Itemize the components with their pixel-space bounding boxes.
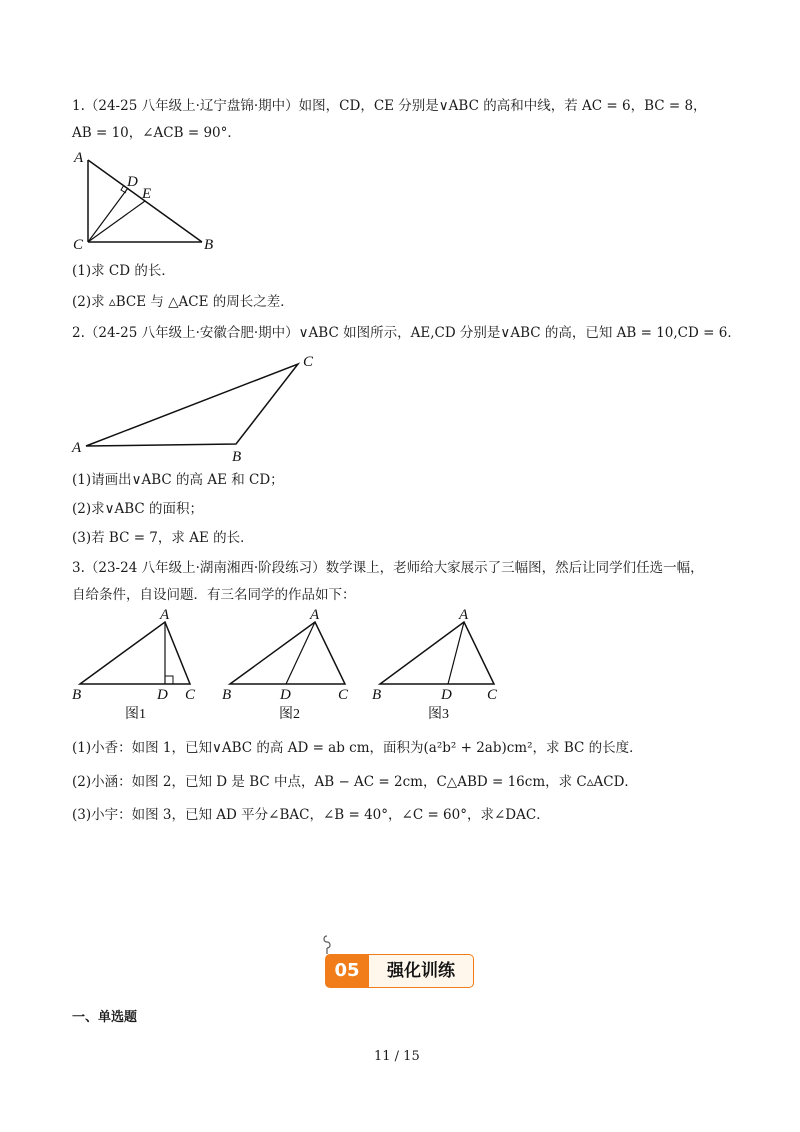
problem-2-question-3: (3)若 BC = 7，求 AE 的长．	[72, 530, 254, 546]
fig2-caption: 图2	[279, 707, 300, 722]
problem-1-line-2: AB = 10，∠ACB = 90°．	[72, 125, 241, 141]
fig1-label-b: B	[72, 687, 82, 703]
problem-3-line-2: 自给条件，自设问题．有三名同学的作品如下：	[72, 587, 356, 603]
problem-2-question-1: (1)请画出∨ABC 的高 AE 和 CD；	[72, 472, 284, 488]
label-a: A	[72, 440, 82, 456]
label-c: C	[303, 354, 314, 370]
problem-1-question-2: (2)求 ▵BCE 与 △ACE 的周长之差．	[72, 294, 294, 310]
fig2-label-d: D	[280, 687, 291, 703]
figure-3	[372, 607, 498, 722]
problem-3-question-3: (3)小宇：如图 3，已知 AD 平分∠BAC，∠B = 40°，∠C = 60°，求∠DAC．	[72, 807, 550, 823]
problem-3-question-1: (1)小香：如图 1，已知∨ABC 的高 AD = ab cm，面积为(a²b² + 2ab)cm²，求 BC 的长度．	[72, 740, 643, 756]
fig2-label-a: A	[310, 607, 320, 623]
problem-1-line-1: 1.（24-25 八年级上·辽宁盘锦·期中）如图，CD，CE 分别是∨ABC 的高和中线，若 AC = 6，BC = 8，	[72, 98, 707, 114]
problem-3-figures	[70, 604, 510, 724]
label-d: D	[127, 174, 138, 190]
fig1-label-a: A	[160, 607, 170, 623]
figure-2	[222, 607, 349, 722]
fig1-label-c: C	[185, 687, 196, 703]
label-e: E	[142, 186, 152, 202]
figure-1	[72, 607, 196, 722]
seg-cd	[88, 188, 128, 242]
problem-1-figure	[70, 148, 230, 253]
fig3-label-d: D	[441, 687, 452, 703]
problem-2-line-1: 2.（24-25 八年级上·安徽合肥·期中）∨ABC 如图所示，AE,CD 分别是∨ABC 的高，已知 AB = 10,CD = 6．	[72, 325, 741, 341]
label-b: B	[232, 449, 242, 465]
problem-2-figure	[70, 350, 330, 465]
pin-icon	[321, 934, 341, 956]
fig3-label-c: C	[487, 687, 498, 703]
problem-2-question-2: (2)求∨ABC 的面积；	[72, 501, 204, 517]
banner-number: 05	[325, 954, 369, 988]
fig3-caption: 图3	[428, 707, 449, 722]
label-b: B	[204, 237, 214, 253]
fig1-caption: 图1	[125, 707, 146, 722]
section-heading: 一、单选题	[72, 1010, 138, 1025]
fig3-label-a: A	[459, 607, 469, 623]
triangle-abc	[86, 364, 298, 446]
seg-ce	[88, 201, 145, 242]
banner-title: 强化训练	[369, 954, 474, 988]
problem-1-question-1: (1)求 CD 的长．	[72, 263, 175, 279]
problem-3-question-2: (2)小涵：如图 2，已知 D 是 BC 中点，AB − AC = 2cm，C△ABD = 16cm，求 C▵ACD．	[72, 774, 638, 790]
fig3-label-b: B	[372, 687, 382, 703]
problem-3-line-1: 3.（23-24 八年级上·湖南湘西·阶段练习）数学课上，老师给大家展示了三幅图，然后让同学们任选一幅，	[72, 560, 704, 576]
label-c: C	[73, 237, 84, 253]
section-banner	[325, 950, 477, 992]
fig2-label-c: C	[338, 687, 349, 703]
label-a: A	[74, 150, 84, 166]
page-number: 11 / 15	[374, 1049, 420, 1064]
fig2-label-b: B	[222, 687, 232, 703]
fig1-label-d: D	[157, 687, 168, 703]
